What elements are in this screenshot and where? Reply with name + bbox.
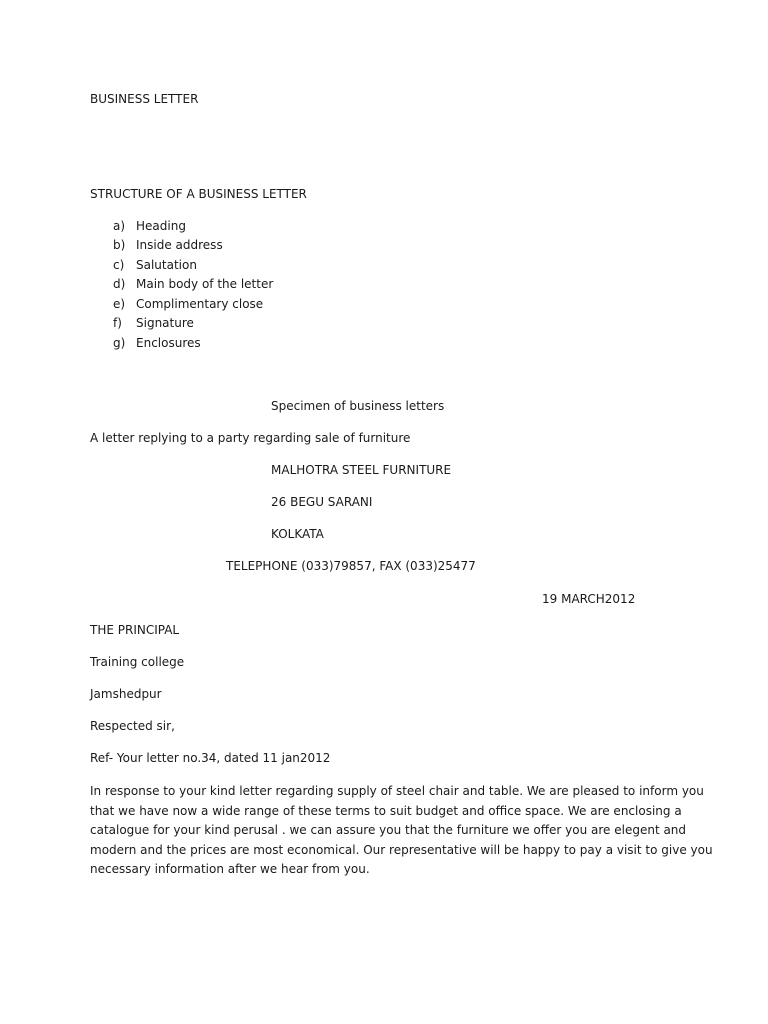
body-line: that we have now a wide range of these terms to suit budget and office space. We are enclosing a	[90, 803, 682, 818]
list-marker: a)	[113, 219, 126, 233]
sender-contact: TELEPHONE (033)79857, FAX (033)25477	[226, 559, 476, 573]
salutation: Respected sir,	[90, 719, 175, 733]
list-item-label: Heading	[136, 219, 186, 233]
list-marker: d)	[113, 277, 126, 291]
list-item	[113, 276, 273, 292]
list-item-label: Complimentary close	[136, 297, 264, 311]
list-marker: b)	[113, 238, 126, 252]
letter-date: 19 MARCH2012	[542, 592, 636, 606]
body-line: catalogue for your kind perusal . we can assure you that the furniture we offer you are elegent and	[90, 823, 687, 838]
recipient-city: Jamshedpur	[90, 687, 162, 701]
list-marker: g)	[113, 336, 126, 350]
list-marker: c)	[113, 258, 125, 272]
reference-line: Ref- Your letter no.34, dated 11 jan2012	[90, 751, 331, 765]
recipient-org: Training college	[90, 655, 185, 669]
list-item	[113, 296, 263, 312]
sender-name: MALHOTRA STEEL FURNITURE	[271, 463, 452, 477]
list-item	[113, 315, 194, 331]
body-line: modern and the prices are most economical. Our representative will be happy to pay a visit to give you	[90, 842, 713, 857]
list-item	[113, 218, 186, 234]
sender-city: KOLKATA	[271, 527, 324, 541]
list-item-label: Main body of the letter	[136, 277, 274, 291]
sender-street: 26 BEGU SARANI	[271, 495, 373, 509]
structure-heading: STRUCTURE OF A BUSINESS LETTER	[90, 187, 307, 201]
list-item-label: Salutation	[136, 258, 197, 272]
list-item	[113, 237, 223, 253]
document-title: BUSINESS LETTER	[90, 92, 199, 106]
list-marker: f)	[113, 316, 122, 330]
specimen-heading: Specimen of business letters	[271, 399, 445, 413]
list-item	[113, 257, 197, 273]
letter-intro: A letter replying to a party regarding sale of furniture	[90, 431, 411, 445]
list-item	[113, 335, 201, 351]
letter-body	[90, 782, 713, 880]
list-marker: e)	[113, 297, 126, 311]
list-item-label: Inside address	[136, 238, 223, 252]
list-item-label: Enclosures	[136, 336, 201, 350]
body-line: necessary information after we hear from you.	[90, 862, 370, 877]
recipient-title: THE PRINCIPAL	[90, 623, 180, 637]
list-item-label: Signature	[136, 316, 194, 330]
body-line: In response to your kind letter regarding supply of steel chair and table. We are pleased to inform you	[90, 784, 704, 798]
